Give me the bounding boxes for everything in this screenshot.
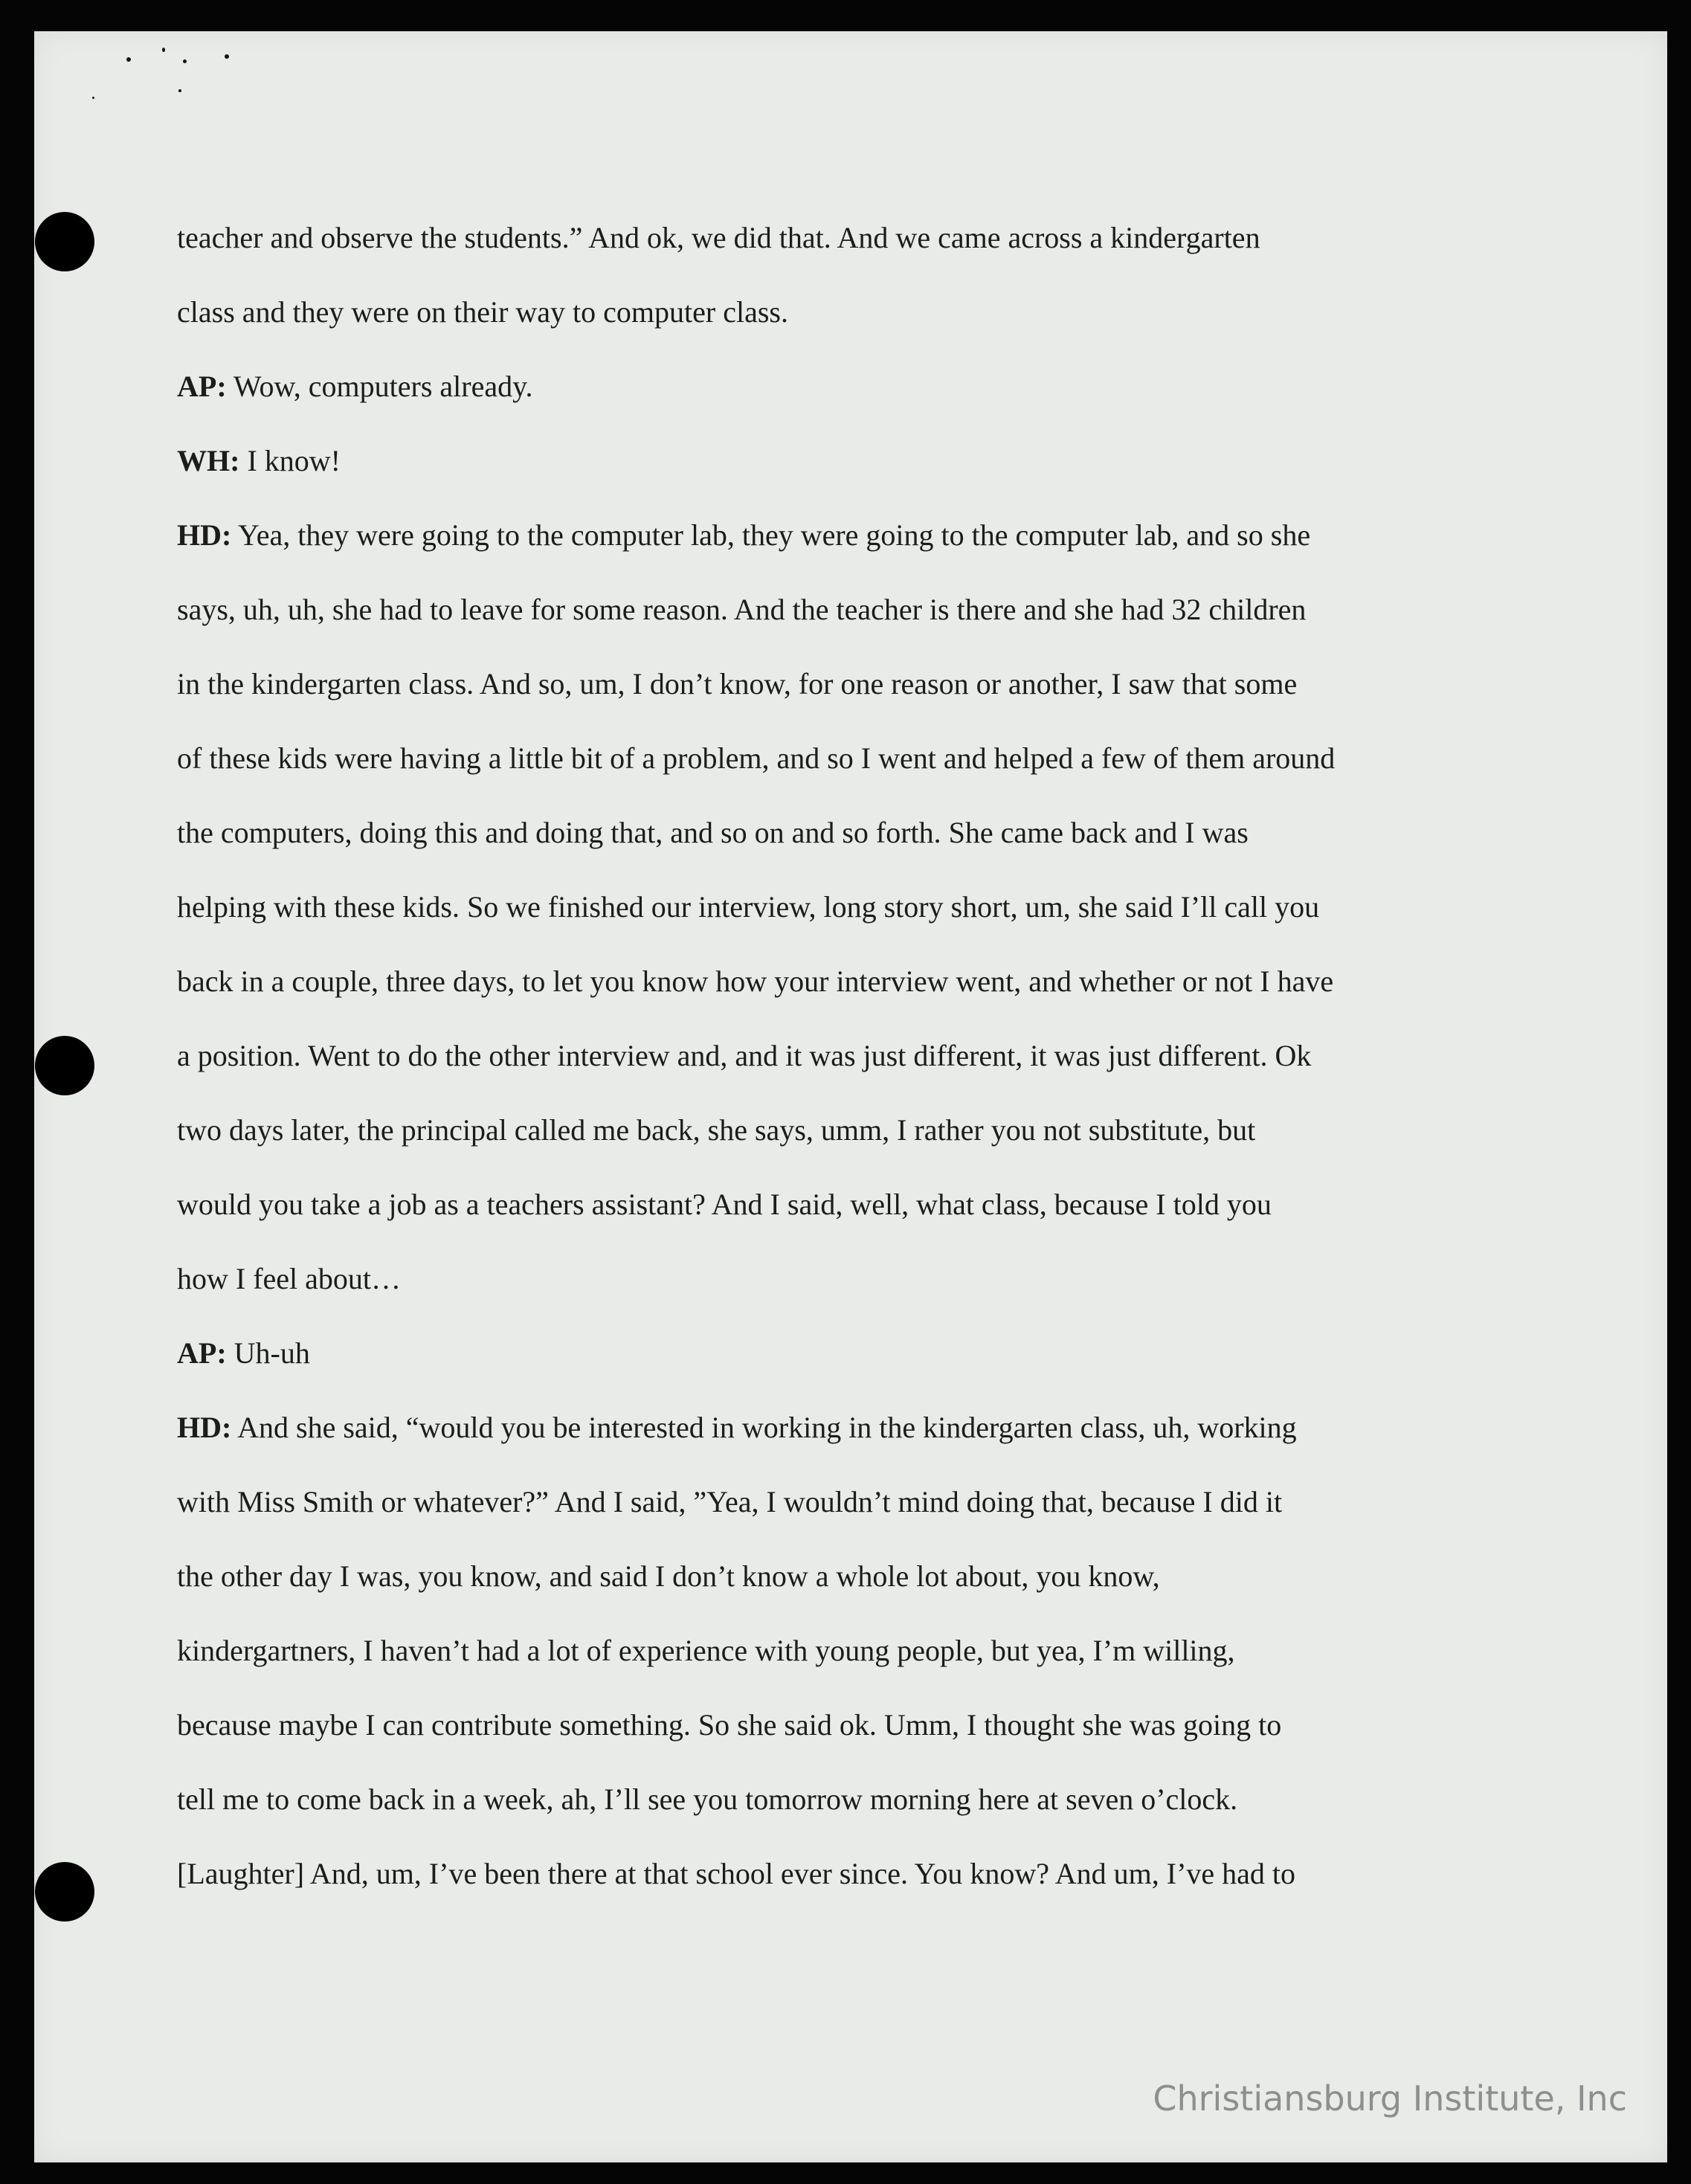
paper-speck bbox=[225, 54, 229, 59]
line-text: Yea, they were going to the computer lab, they were going to the computer lab, and so she bbox=[231, 518, 1311, 552]
transcript-line bbox=[177, 662, 1297, 706]
transcript-line bbox=[177, 1629, 1235, 1673]
transcript-line bbox=[177, 1182, 1272, 1227]
line-text: the computers, doing this and doing that, and so on and so forth. She came back and I was bbox=[177, 816, 1249, 849]
transcript-line bbox=[177, 885, 1319, 930]
line-text: back in a couple, three days, to let you know how your interview went, and whether or not I have bbox=[177, 964, 1334, 998]
paper-speck bbox=[126, 57, 131, 62]
paper-speck bbox=[183, 59, 187, 63]
transcript-line bbox=[177, 959, 1333, 1004]
speaker-label: AP: bbox=[177, 370, 227, 403]
transcript-line bbox=[177, 1405, 1297, 1450]
speaker-label: WH: bbox=[177, 444, 240, 477]
transcript-line bbox=[177, 364, 532, 409]
line-text: kindergartners, I haven’t had a lot of experience with young people, but yea, I’m willing, bbox=[177, 1634, 1235, 1667]
line-text: a position. Went to do the other interview and, and it was just different, it was just different. Ok bbox=[177, 1039, 1312, 1072]
watermark: Christiansburg Institute, Inc bbox=[1153, 2078, 1627, 2119]
line-text: two days later, the principal called me back, she says, umm, I rather you not substitute, but bbox=[177, 1113, 1256, 1147]
line-text: says, uh, uh, she had to leave for some reason. And the teacher is there and she had 32 children bbox=[177, 593, 1307, 626]
line-text: helping with these kids. So we finished our interview, long story short, um, she said I’ll call you bbox=[177, 890, 1320, 924]
line-text: how I feel about… bbox=[177, 1262, 402, 1295]
transcript-line bbox=[177, 1480, 1282, 1524]
transcript-line bbox=[177, 1034, 1311, 1078]
line-text: tell me to come back in a week, ah, I’ll see you tomorrow morning here at seven o’clock. bbox=[177, 1782, 1238, 1816]
line-text: in the kindergarten class. And so, um, I don’t know, for one reason or another, I saw that some bbox=[177, 667, 1298, 700]
transcript-line bbox=[177, 1777, 1237, 1822]
transcript-line bbox=[177, 1852, 1295, 1896]
paper-speck bbox=[178, 89, 181, 92]
transcript-line bbox=[177, 1257, 401, 1301]
speaker-label: HD: bbox=[177, 1411, 232, 1444]
punch-hole-bottom bbox=[35, 1862, 94, 1922]
transcript-line bbox=[177, 1703, 1281, 1747]
line-text: [Laughter] And, um, I’ve been there at that school ever since. You know? And um, I’ve had to bbox=[177, 1857, 1296, 1890]
speaker-label: HD: bbox=[177, 518, 232, 552]
line-text: And she said, “would you be interested in working in the kindergarten class, uh, working bbox=[231, 1411, 1297, 1444]
line-text: would you take a job as a teachers assistant? And I said, well, what class, because I told you bbox=[177, 1188, 1272, 1221]
transcript-line bbox=[177, 439, 341, 483]
line-text: teacher and observe the students.” And ok, we did that. And we came across a kindergarten bbox=[177, 221, 1260, 254]
line-text: class and they were on their way to computer class. bbox=[177, 295, 788, 329]
line-text: of these kids were having a little bit of a problem, and so I went and helped a few of them around bbox=[177, 741, 1336, 775]
line-text: Wow, computers already. bbox=[226, 370, 533, 403]
transcript-line bbox=[177, 587, 1306, 632]
transcript-line bbox=[177, 513, 1310, 558]
line-text: the other day I was, you know, and said I don’t know a whole lot about, you know, bbox=[177, 1559, 1160, 1593]
line-text: Uh-uh bbox=[226, 1336, 310, 1370]
paper-sheet bbox=[34, 31, 1667, 2162]
transcript-line bbox=[177, 216, 1260, 260]
transcript-line bbox=[177, 811, 1249, 855]
punch-hole-middle bbox=[35, 1036, 94, 1095]
speaker-label: AP: bbox=[177, 1336, 227, 1370]
transcript-line bbox=[177, 290, 788, 335]
transcript-line bbox=[177, 736, 1335, 781]
paper-speck bbox=[92, 97, 94, 99]
paper-speck bbox=[162, 48, 165, 52]
transcript-line bbox=[177, 1554, 1160, 1599]
transcript-line bbox=[177, 1108, 1255, 1153]
transcript-line bbox=[177, 1331, 310, 1376]
line-text: with Miss Smith or whatever?” And I said, ”Yea, I wouldn’t mind doing that, because I did it bbox=[177, 1485, 1283, 1518]
line-text: because maybe I can contribute something. So she said ok. Umm, I thought she was going to bbox=[177, 1708, 1282, 1742]
line-text: I know! bbox=[239, 444, 341, 477]
punch-hole-top bbox=[35, 212, 94, 271]
